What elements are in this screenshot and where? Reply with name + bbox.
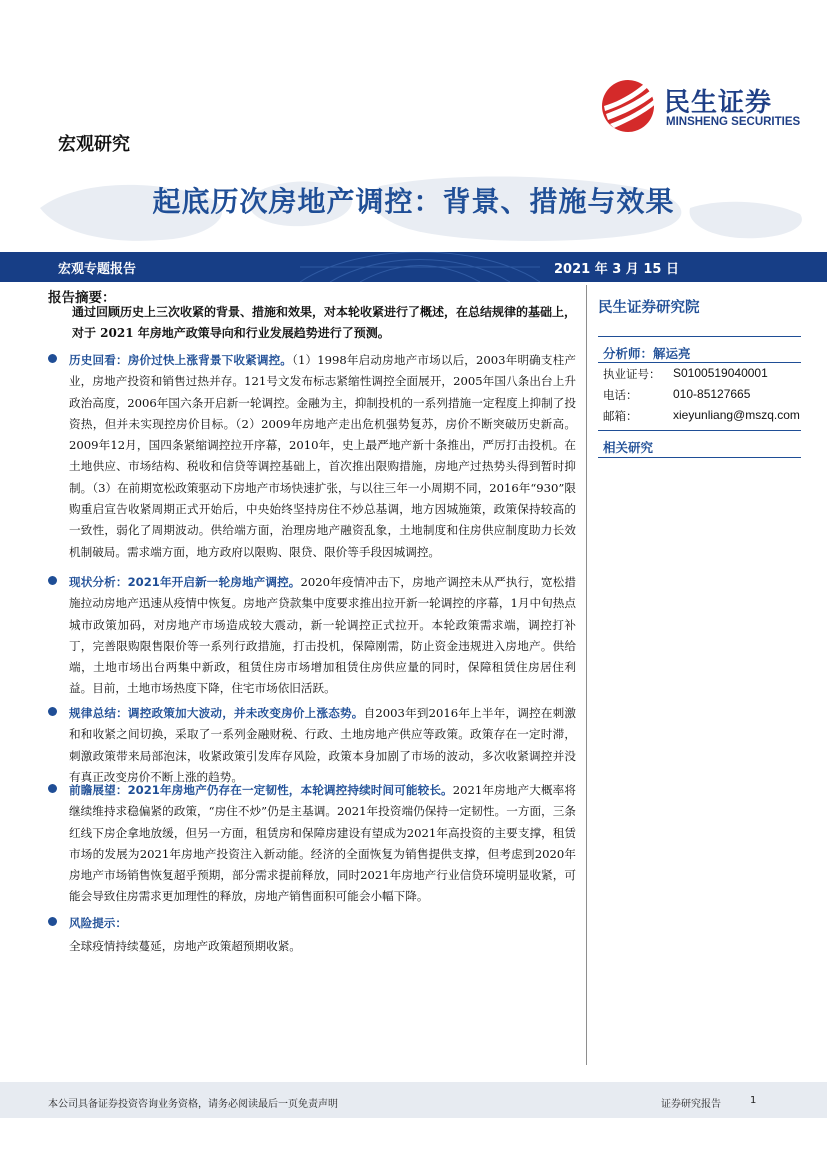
bullet-icon xyxy=(48,576,57,585)
section-body: 自2003年到2016年上半年，调控在刺激和和收紧之间切换，采取了一系列金融财税、行政、土地房地产供应等政策。政策存在一定时滞，刺激政策带来局部泡沫，收紧政策引发库存风险，政策本身加剧了市场的波动，多次收紧调控并没有真正改变房价不断上涨的趋势。 xyxy=(69,706,576,784)
license-label: 执业证号： xyxy=(603,367,661,381)
summary-heading: 报告摘要： xyxy=(48,290,116,306)
footer-report-label: 证券研究报告 xyxy=(661,1099,721,1110)
section-history xyxy=(48,350,576,563)
section-body: 2020年疫情冲击下，房地产调控未从严执行，宽松措施拉动房地产迅速从疫情中恢复。房地产贷款集中度要求推出拉开新一轮调控的序幕，1月中旬热点城市政策加码，对房地产市场造成较大震动，新一轮调控正式拉开。本轮政策需求端，调控打补丁，完善限购限售限价等一系列行政措施，打击投机，保障刚需，防止资金违规进入房地产。供给端，土地市场出台两集中新政，租赁住房市场增加租赁住房供应量的同时，保障租赁住房居住利益。目前，土地市场热度下降，住宅市场依旧活跃。 xyxy=(69,575,576,696)
section-lead: 风险提示： xyxy=(69,916,127,930)
footer-disclaimer: 本公司具备证券投资咨询业务资格，请务必阅读最后一页免责声明 xyxy=(48,1099,338,1110)
rule-line xyxy=(598,336,801,337)
section-lead: 现状分析：2021年开启新一轮房地产调控。 xyxy=(69,575,301,589)
minsheng-logo-icon xyxy=(600,78,660,134)
section-risk xyxy=(48,913,576,958)
phone-number: 010-85127665 xyxy=(673,387,751,401)
bullet-icon xyxy=(48,784,57,793)
research-institute: 民生证券研究院 xyxy=(598,300,700,316)
related-research-heading: 相关研究 xyxy=(603,440,654,455)
section-current xyxy=(48,572,576,700)
analyst-name: 分析师：解运亮 xyxy=(603,346,691,361)
rule-line xyxy=(598,430,801,431)
section-body: 2021年房地产大概率将继续维持求稳偏紧的政策，“房住不炒”仍是主基调。2021年投资端仍保持一定韧性。一方面，三条红线下房企拿地放缓，但另一方面，租赁房和保障房建设有望成为2021年高投资的主要支撑，租赁市场的发展为2021年房地产投资注入新动能。经济的全面恢复为销售提供支撑，但考虑到2020年房地产市场销售恢复超乎预期，部分需求提前释放，同时2021年房地产行业信贷环境明显收紧，可能会导致住房需求更加理性的释放，房地产销售面积可能会小幅下降。 xyxy=(69,783,576,904)
section-lead: 历史回看：房价过快上涨背景下收紧调控。 xyxy=(69,353,293,367)
logo-text-cn: 民生证券 xyxy=(664,88,773,118)
license-number: S0100519040001 xyxy=(673,366,768,380)
section-body: （1）1998年启动房地产市场以后，2003年明确支柱产业，房地产投资和销售过热并存。121号文发布标志紧缩性调控全面展开，2005年国八条出台上升政治高度，2006年国六条开启新一轮调控。金融为主，抑制投机的一系列措施一定程度上抑制了投资热，但并未实现控房价目标。（2）2009年房地产走出危机强势复苏，房价不断突破历史新高。2009年12月，国四条紧缩调控拉开序幕，2010年，史上最严地产新十条推出，严厉打击投机。在土地供应、市场结构、税收和信贷等调控基础上，首次推出限购措施，房地产过热势头得到暂时抑制。（3）在前期宽松政策驱动下房地产市场快速扩张，与以往三年一小周期不同，2016年“930”限购重启宣告收紧周期正式开始后，中央始终坚持房住不炒总基调，地方因城施策，政策保持较高的一致性，弱化了周期波动。供给端方面，治理房地产融资乱象，土地制度和住房供应制度助力长效机制破局。需求端方面，地方政府以限购、限贷、限价等手段因城调控。 xyxy=(69,353,576,559)
section-body: 全球疫情持续蔓延，房地产政策超预期收紧。 xyxy=(69,939,301,954)
rule-line xyxy=(598,362,801,363)
section-lead: 规律总结：调控政策加大波动，并未改变房价上涨态势。 xyxy=(69,706,364,720)
column-divider xyxy=(586,285,587,1065)
report-date: 2021 年 3 月 15 日 xyxy=(554,262,679,277)
phone-label: 电话： xyxy=(603,388,638,402)
email-address[interactable]: xieyunliang@mszq.com xyxy=(673,408,800,422)
logo-text-en: MINSHENG SECURITIES xyxy=(666,116,801,128)
report-banner xyxy=(0,252,827,282)
rule-line xyxy=(598,457,801,458)
report-type: 宏观专题报告 xyxy=(58,262,137,277)
summary-text: 通过回顾历史上三次收紧的背景、措施和效果，对本轮收紧进行了概述，在总结规律的基础上，对于 2021 年房地产政策导向和行业发展趋势进行了预测。 xyxy=(72,305,577,340)
bullet-icon xyxy=(48,354,57,363)
company-logo xyxy=(600,78,800,134)
section-pattern xyxy=(48,703,576,788)
bullet-icon xyxy=(48,707,57,716)
section-lead: 前瞻展望：2021年房地产仍存在一定韧性，本轮调控持续时间可能较长。 xyxy=(69,783,453,797)
section-outlook xyxy=(48,780,576,908)
page-number: 1 xyxy=(750,1095,757,1106)
report-category: 宏观研究 xyxy=(58,134,130,155)
email-label: 邮箱： xyxy=(603,409,638,423)
report-title: 起底历次房地产调控：背景、措施与效果 xyxy=(152,185,675,218)
bullet-icon xyxy=(48,917,57,926)
